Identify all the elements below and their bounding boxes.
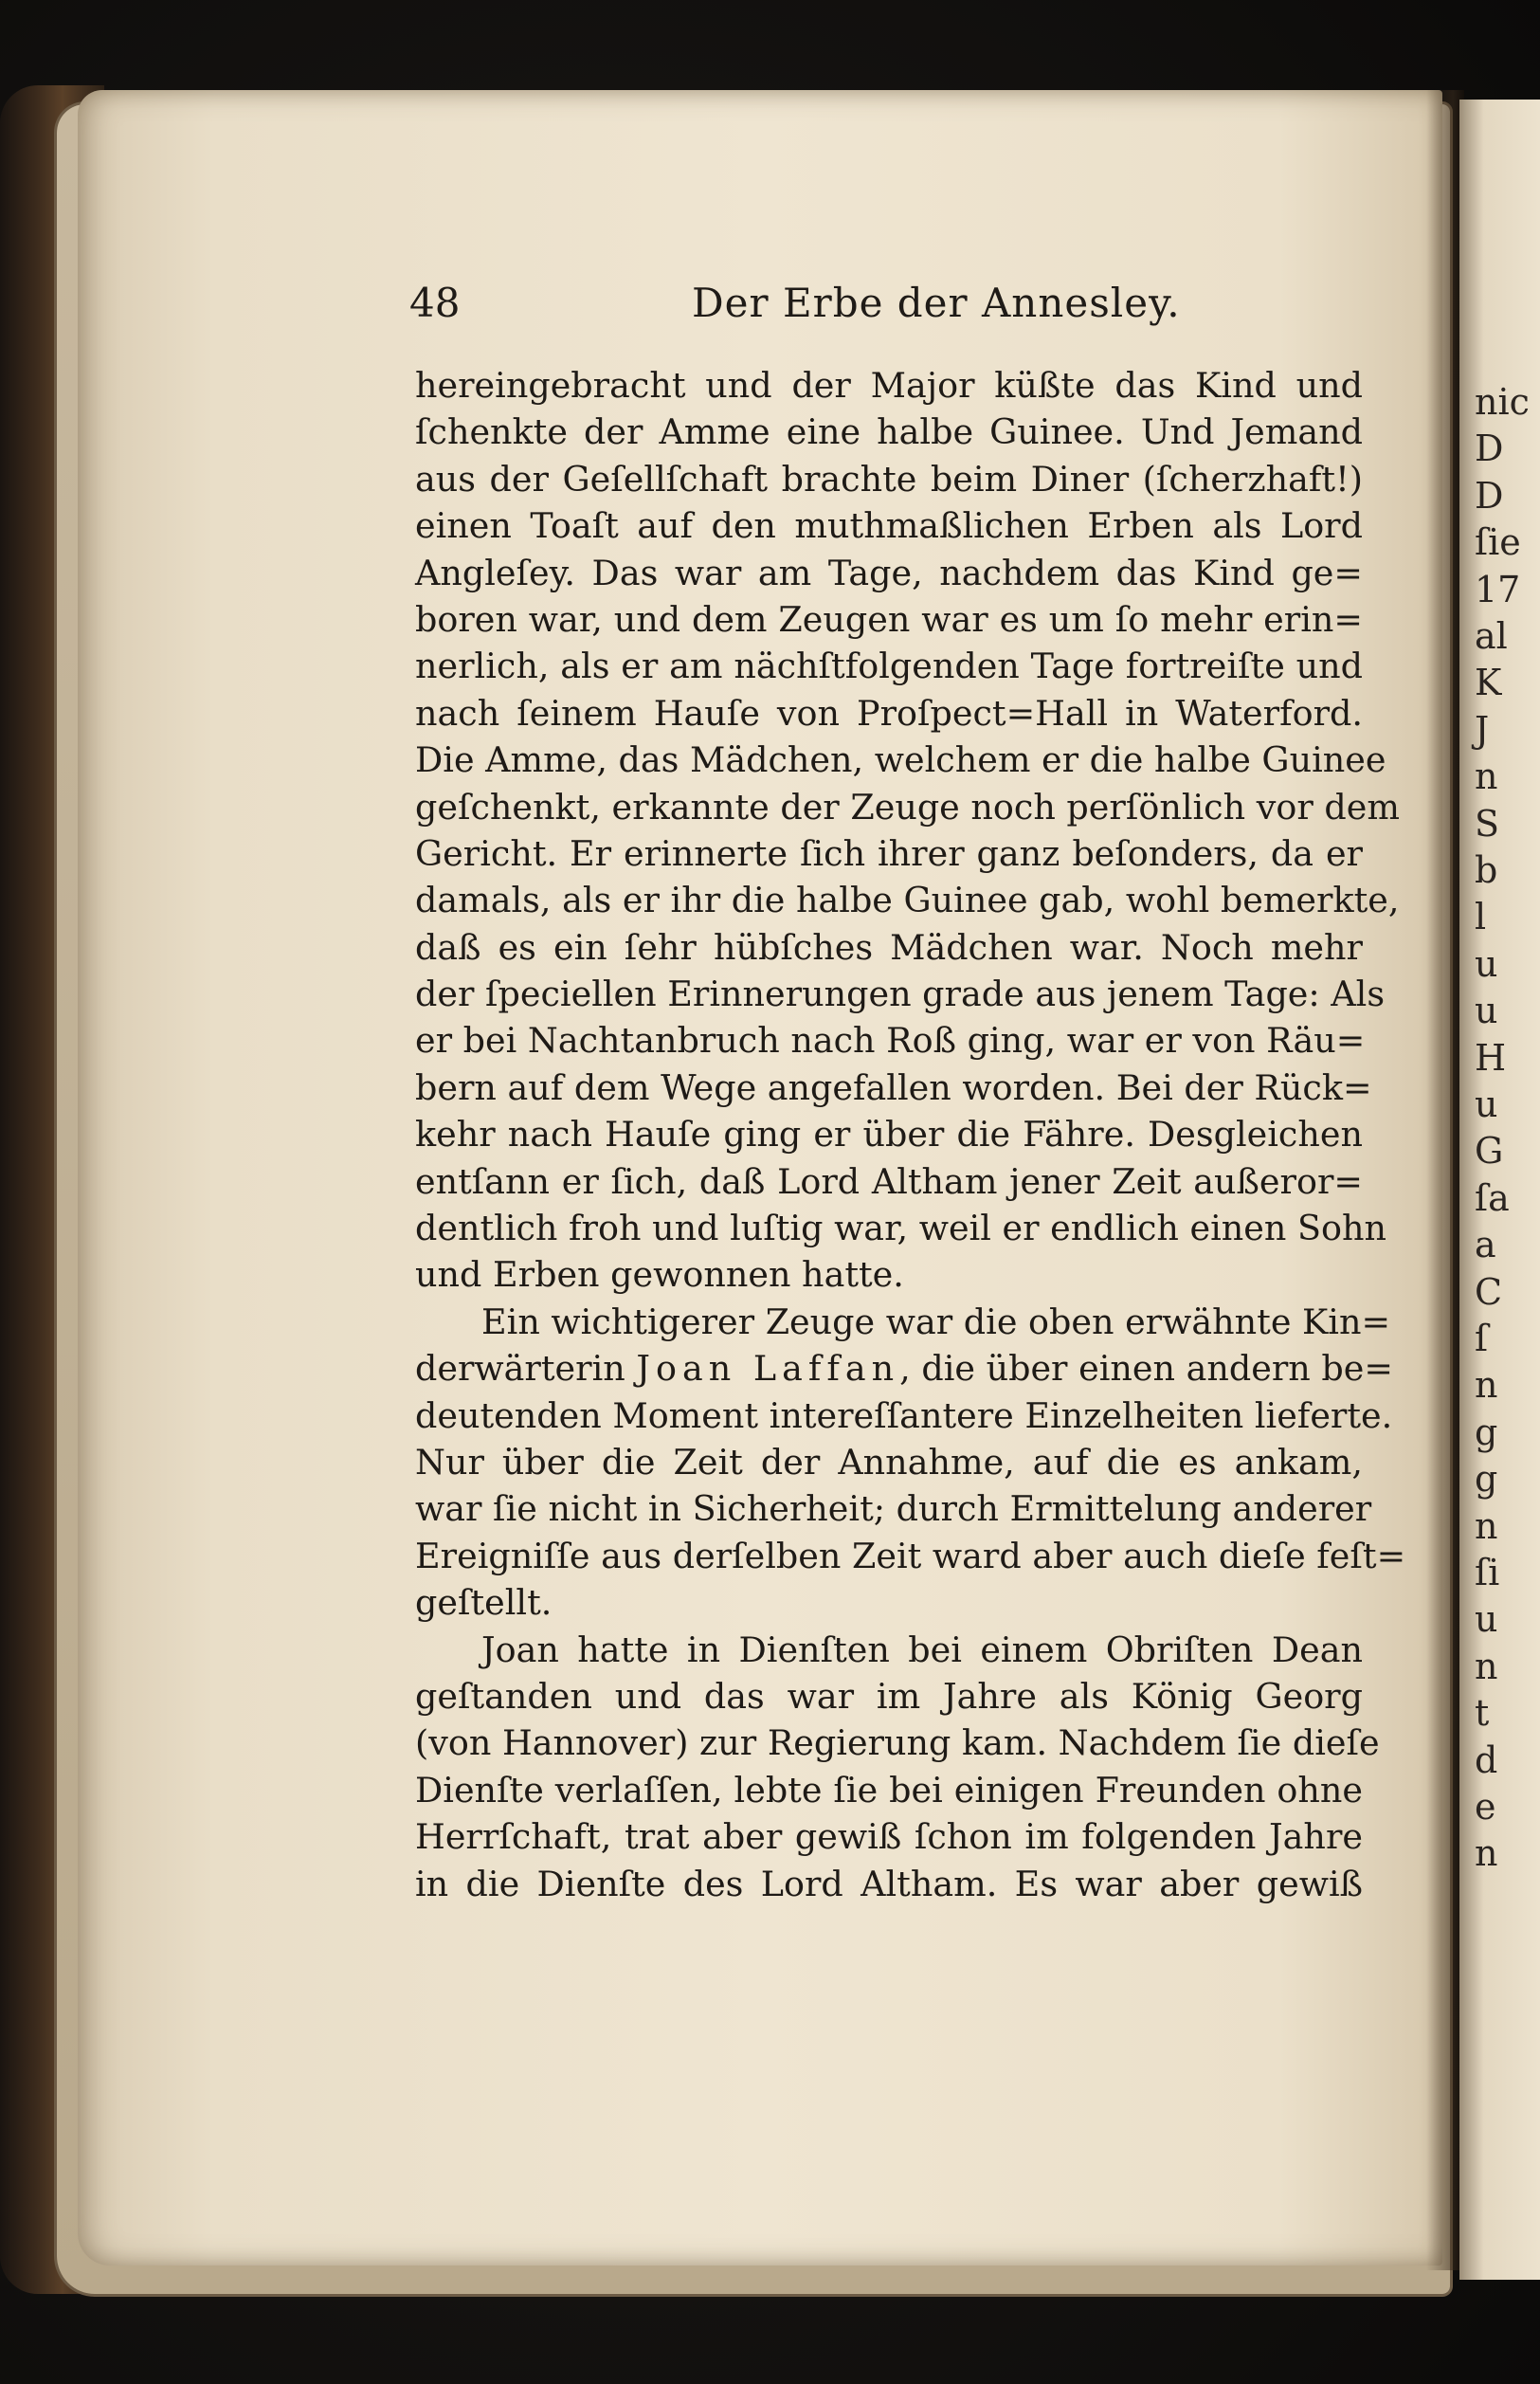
text-line: Joan hatte in Dienſten bei einem Obriſten Dean	[481, 1629, 1363, 1670]
text-line: ſchenkte der Amme eine halbe Guinee. Und Jemand	[415, 411, 1363, 453]
next-page-fragment: u	[1475, 942, 1498, 985]
next-page-fragment: u	[1475, 1598, 1498, 1641]
text-line: Nur über die Zeit der Annahme, auf die es ankam,	[415, 1441, 1363, 1483]
next-page-fragment: b	[1475, 849, 1498, 891]
text-line: er bei Nachtanbruch nach Roß ging, war er von Räu=	[415, 1020, 1366, 1062]
next-page-fragment: C	[1475, 1270, 1503, 1313]
text-line: Ereigniſſe aus derſelben Zeit ward aber auch dieſe feſt=	[415, 1535, 1406, 1576]
text-line: in die Dienſte des Lord Altham. Es war aber gewiß	[415, 1863, 1363, 1904]
text-line: Angleſey. Das war am Tage, nachdem das Kind ge=	[415, 552, 1363, 593]
text-line: deutenden Moment intereſſantere Einzelheiten lieferte.	[415, 1394, 1393, 1436]
next-page-fragment: 17	[1475, 568, 1521, 610]
next-page-fragment: g	[1475, 1458, 1498, 1501]
next-page-fragment: t	[1475, 1692, 1490, 1735]
text-line: nerlich, als er am nächſtfolgenden Tage fortreiſte und	[415, 646, 1363, 687]
next-page-fragment: d	[1475, 1738, 1498, 1781]
next-page-fragment: K	[1475, 662, 1502, 704]
person-name-spaced: Joan Laffan	[636, 1348, 900, 1390]
paragraph-1	[415, 362, 1400, 1299]
next-page-fragment: J	[1475, 708, 1490, 751]
text-line: bern auf dem Wege angefallen worden. Bei der Rück=	[415, 1066, 1372, 1108]
text-line: Die Amme, das Mädchen, welchem er die halbe Guinee	[415, 739, 1386, 781]
running-title: Der Erbe der Annesley.	[692, 280, 1181, 326]
text-line: geſtanden und das war im Jahre als König Georg	[415, 1675, 1363, 1717]
text-line: Gericht. Er erinnerte ſich ihrer ganz beſonders, da er	[415, 832, 1363, 874]
next-page-fragment: n	[1475, 1364, 1498, 1407]
next-page-fragment: l	[1475, 896, 1487, 938]
text-line: nach ſeinem Hauſe von Proſpect=Hall in Waterford.	[415, 692, 1363, 734]
next-page-fragment: D	[1475, 428, 1504, 470]
text-line: aus der Geſellſchaft brachte beim Diner (ſcherzhaft!)	[415, 458, 1363, 500]
text-line: geſtellt.	[415, 1582, 553, 1624]
next-page-edge	[1459, 100, 1540, 2280]
gutter-shadow	[1426, 90, 1464, 2270]
next-page-fragment: a	[1475, 1224, 1496, 1266]
paragraph-2	[415, 1299, 1406, 1627]
text-fragment: derwärterin	[415, 1348, 625, 1390]
next-page-fragment: n	[1475, 1504, 1498, 1547]
text-line: Herrſchaft, trat aber gewiß ſchon im folgenden Jahre	[415, 1816, 1363, 1858]
next-page-fragment: ſie	[1475, 521, 1521, 564]
paragraph-3	[415, 1627, 1380, 1907]
text-line: kehr nach Hauſe ging er über die Fähre. Desgleichen	[415, 1114, 1363, 1156]
text-line: Ein wichtigerer Zeuge war die oben erwähnte Kin=	[481, 1301, 1391, 1342]
next-page-fragment: ſa	[1475, 1176, 1510, 1219]
text-line: und Erben gewonnen hatte.	[415, 1254, 904, 1296]
text-line: (von Hannover) zur Regierung kam. Nachdem ſie dieſe	[415, 1722, 1380, 1764]
page-number: 48	[409, 280, 461, 326]
next-page-fragment: e	[1475, 1786, 1496, 1828]
next-page-fragment: G	[1475, 1130, 1504, 1173]
next-page-fragment: n	[1475, 755, 1498, 798]
text-line-with-name	[415, 1345, 1393, 1392]
next-page-fragment: ſ	[1475, 1318, 1489, 1359]
text-fragment: , die über einen andern be=	[899, 1348, 1393, 1390]
text-line: war ſie nicht in Sicherheit; durch Ermittelung anderer	[415, 1488, 1372, 1530]
text-line: einen Toaſt auf den muthmaßlichen Erben als Lord	[415, 505, 1363, 547]
next-page-fragment: nic	[1475, 381, 1530, 423]
text-line: dentlich froh und luſtig war, weil er endlich einen Sohn	[415, 1208, 1387, 1249]
text-line: hereingebracht und der Major küßte das Kind und	[415, 365, 1363, 406]
text-line: boren war, und dem Zeugen war es um ſo mehr erin=	[415, 598, 1363, 640]
next-page-fragment: al	[1475, 615, 1508, 657]
next-page-fragment: n	[1475, 1645, 1498, 1687]
next-page-fragment: n	[1475, 1832, 1498, 1875]
next-page-fragment: u	[1475, 1083, 1498, 1125]
text-line: damals, als er ihr die halbe Guinee gab, wohl bemerkte,	[415, 880, 1400, 921]
text-line: geſchenkt, erkannte der Zeuge noch perſönlich vor dem	[415, 786, 1400, 828]
text-line: entſann er ſich, daß Lord Altham jener Zeit außeror=	[415, 1160, 1363, 1202]
next-page-fragment: S	[1475, 802, 1500, 845]
next-page-fragment: u	[1475, 990, 1498, 1032]
text-line: Dienſte verlaſſen, lebte ſie bei einigen Freunden ohne	[415, 1769, 1363, 1811]
text-line: daß es ein ſehr hübſches Mädchen war. Noch mehr	[415, 926, 1363, 968]
body-text	[415, 362, 1406, 1907]
text-line: der ſpeciellen Erinnerungen grade aus jenem Tage: Als	[415, 974, 1386, 1015]
next-page-fragment: H	[1475, 1036, 1507, 1079]
next-page-fragment: ſi	[1475, 1552, 1500, 1593]
next-page-fragment: g	[1475, 1410, 1498, 1453]
next-page-fragment: D	[1475, 474, 1504, 517]
